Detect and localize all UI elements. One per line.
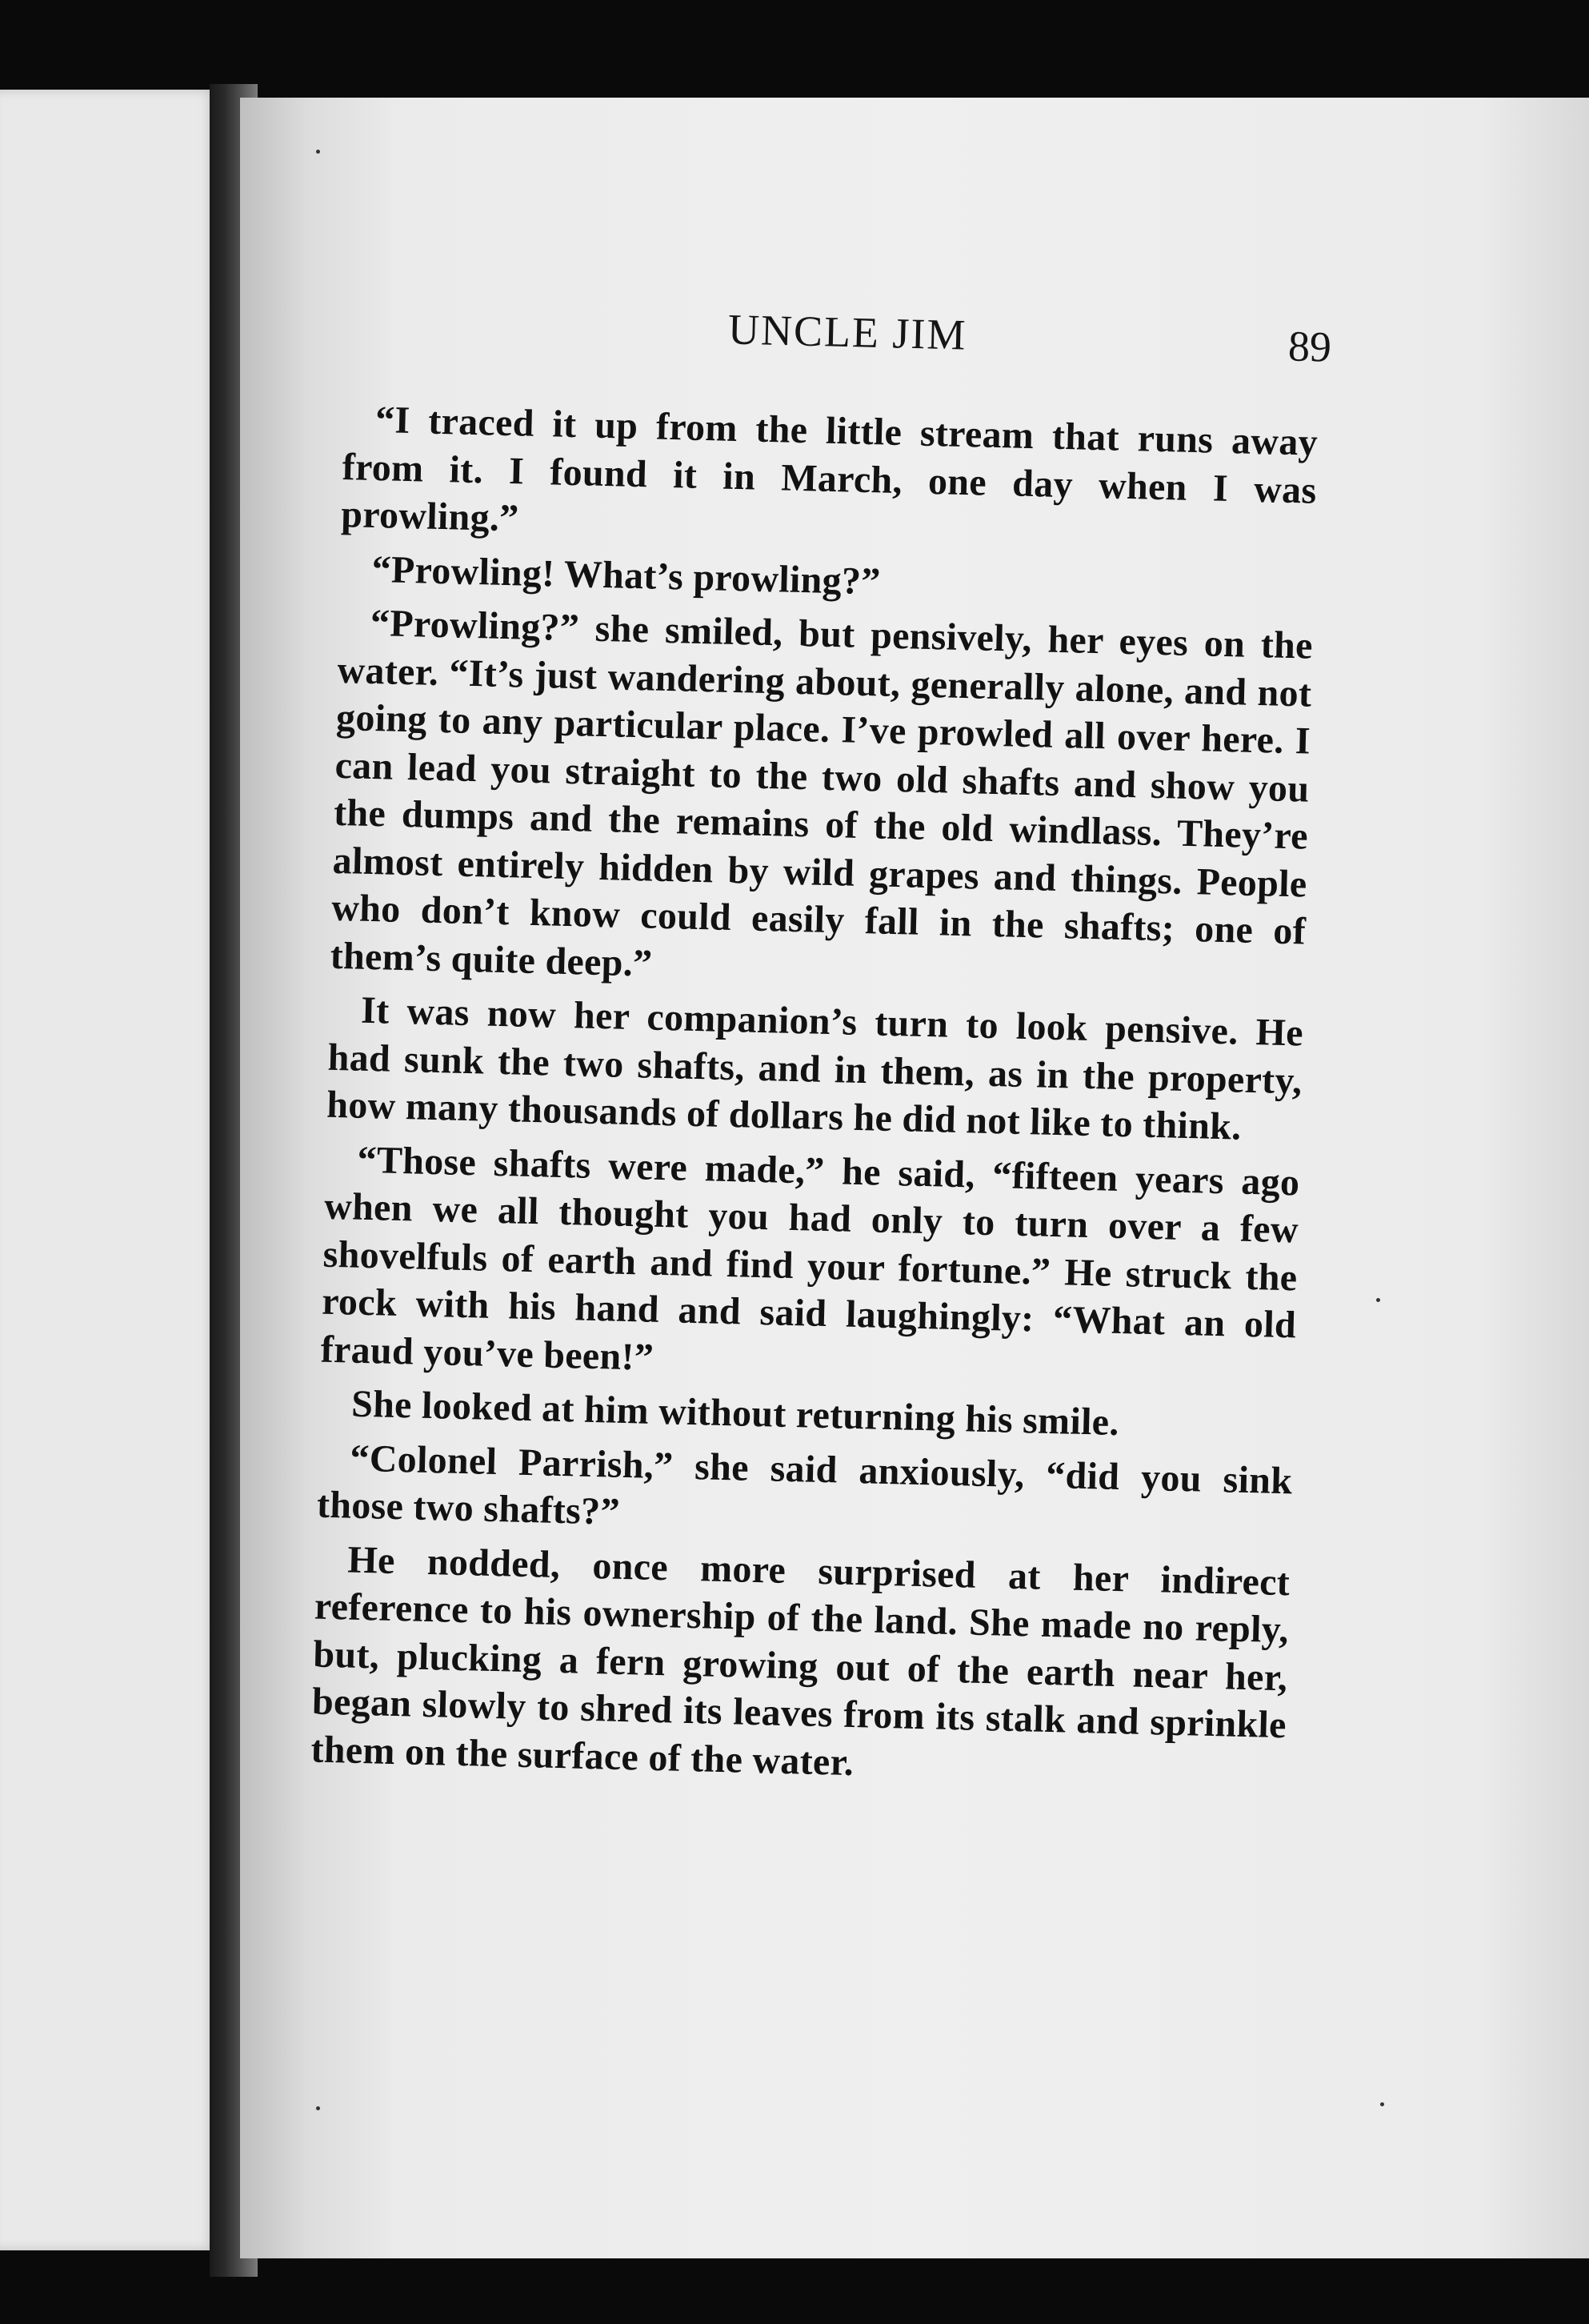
paragraph: “I traced it up from the little stream that runs away from it. I found it in March, one day when I was prowling.” [340, 398, 1319, 540]
paper-speck [316, 150, 320, 154]
paper-speck [1376, 1298, 1380, 1302]
paragraph: “Those shafts were made,” he said, “fifteen years ago when we all thought you had only to turn over a few shovelfuls of earth and find your fortune.” He struck the rock with his hand and said laughingly: “What an old fraud you’ve been!” [320, 1138, 1300, 1379]
book-page [240, 98, 1589, 2258]
facing-page-edge [0, 90, 218, 2250]
paragraph: He nodded, once more surprised at her indirect reference to his ownership of the land. She made no reply, but, plucking a fern growing out of the earth near her, began slowly to shred its leaves from its stalk and sprinkle them on the surface of the water. [310, 1538, 1291, 1784]
paragraph: “Prowling! What’s prowling?” [371, 547, 882, 603]
page-number: 89 [1287, 322, 1332, 371]
body-text [310, 395, 1319, 1803]
paper-speck [316, 2106, 320, 2110]
paper-speck [1380, 2102, 1384, 2106]
paragraph: It was now her companion’s turn to look pensive. He had sunk the two shafts, and in them, as in the property, how many thousands of dollars he did not like to think. [326, 988, 1304, 1148]
paragraph: “Colonel Parrish,” she said anxiously, “did you sink those two shafts?” [316, 1436, 1293, 1533]
paragraph: “Prowling?” she smiled, but pensively, her eyes on the water. “It’s just wandering about, generally alone, and not going to any particular place. I’ve prowled all over here. I can lead you straight to the two old shafts and show you the dumps and the remains of the old windlass. They’re almost entirely hidden by wild grapes and things. People who don’t know could easily fall in the shafts; one of them’s quite deep.” [330, 601, 1314, 985]
paragraph: She looked at him without returning his smile. [350, 1382, 1120, 1444]
running-head: UNCLE JIM [727, 305, 968, 359]
page-header [240, 307, 1589, 379]
